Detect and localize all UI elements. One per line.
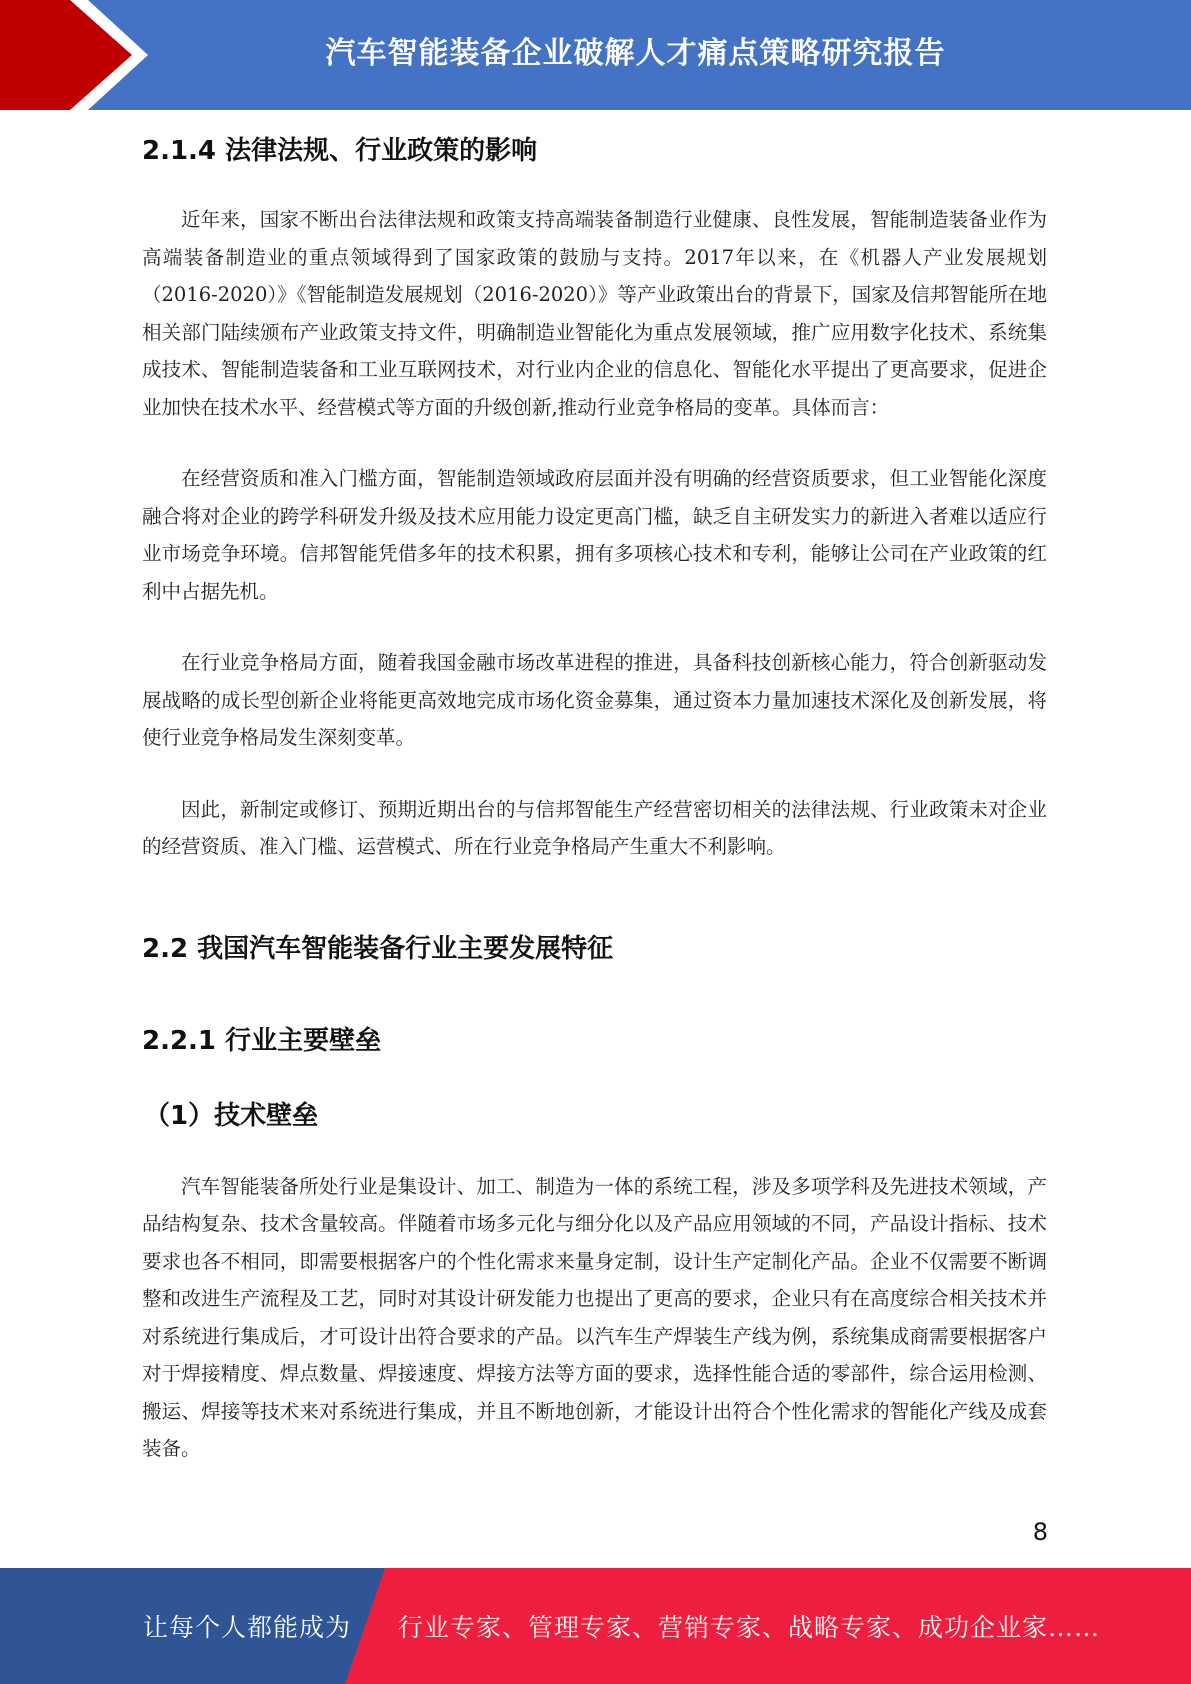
page-number: 8 [1032, 1518, 1048, 1546]
header-band [0, 0, 1191, 110]
paragraph: 在行业竞争格局方面，随着我国金融市场改革进程的推进，具备科技创新核心能力，符合创新驱动发展战略的成长型创新企业将能更高效地完成市场化资金募集，通过资本力量加速技术深化及创新发展，将使行业竞争格局发生深刻变革。 [142, 651, 1047, 749]
paragraph: 近年来，国家不断出台法律法规和政策支持高端装备制造行业健康、良性发展，智能制造装备业作为高端装备制造业的重点领域得到了国家政策的鼓励与支持。2017年以来，在《机器人产业发展规划（2016-2020）》《智能制造发展规划（2016-2020）》等产业政策出台的背景下，国家及信邦智能所在地相关部门陆续颁布产业政策支持文件，明确制造业智能化为重点发展领域，推广应用数字化技术、系统集成技术、智能制造装备和工业互联网技术，对行业内企业的信息化、智能化水平提出了更高要求，促进企业加快在技术水平、经营模式等方面的升级创新,推动行业竞争格局的变革。具体而言： [142, 208, 1047, 419]
section-heading-2-1-4: 2.1.4 法律法规、行业政策的影响 [142, 136, 538, 166]
footer-slogan-left: 让每个人都能成为 [143, 1613, 352, 1642]
paragraph: 汽车智能装备所处行业是集设计、加工、制造为一体的系统工程，涉及多项学科及先进技术领域，产品结构复杂、技术含量较高。伴随着市场多元化与细分化以及产品应用领域的不同，产品设计指标、技术要求也各不相同，即需要根据客户的个性化需求来量身定制，设计生产定制化产品。企业不仅需要不断调整和改进生产流程及工艺，同时对其设计研发能力也提出了更高的要求，企业只有在高度综合相关技术并对系统进行集成后，才可设计出符合要求的产品。以汽车生产焊装生产线为例，系统集成商需要根据客户对于焊接精度、焊点数量、焊接速度、焊接方法等方面的要求，选择性能合适的零部件，综合运用检测、搬运、焊接等技术来对系统进行集成，并且不断地创新，才能设计出符合个性化需求的智能化产线及成套装备。 [142, 1174, 1047, 1460]
paragraph: 因此，新制定或修订、预期近期出台的与信邦智能生产经营密切相关的法律法规、行业政策未对企业的经营资质、准入门槛、运营模式、所在行业竞争格局产生重大不利影响。 [142, 797, 1047, 858]
footer-slogan-right: 行业专家、管理专家、营销专家、战略专家、成功企业家…… [398, 1613, 1101, 1642]
section-heading-2-2-1: 2.2.1 行业主要壁垒 [142, 1025, 382, 1056]
header-title: 汽车智能装备企业破解人才痛点策略研究报告 [325, 36, 946, 71]
paragraph: 在经营资质和准入门槛方面，智能制造领域政府层面并没有明确的经营资质要求，但工业智能化深度融合将对企业的跨学科研发升级及技术应用能力设定更高门槛，缺乏自主研发实力的新进入者难以适应行业市场竞争环境。信邦智能凭借多年的技术积累，拥有多项核心技术和专利，能够让公司在产业政策的红利中占据先机。 [142, 467, 1047, 603]
footer-band [0, 1568, 1191, 1684]
subsection-heading-tech-barrier: （1）技术壁垒 [144, 1100, 319, 1131]
section-heading-2-2: 2.2 我国汽车智能装备行业主要发展特征 [142, 933, 614, 964]
document-body [142, 110, 1047, 1468]
